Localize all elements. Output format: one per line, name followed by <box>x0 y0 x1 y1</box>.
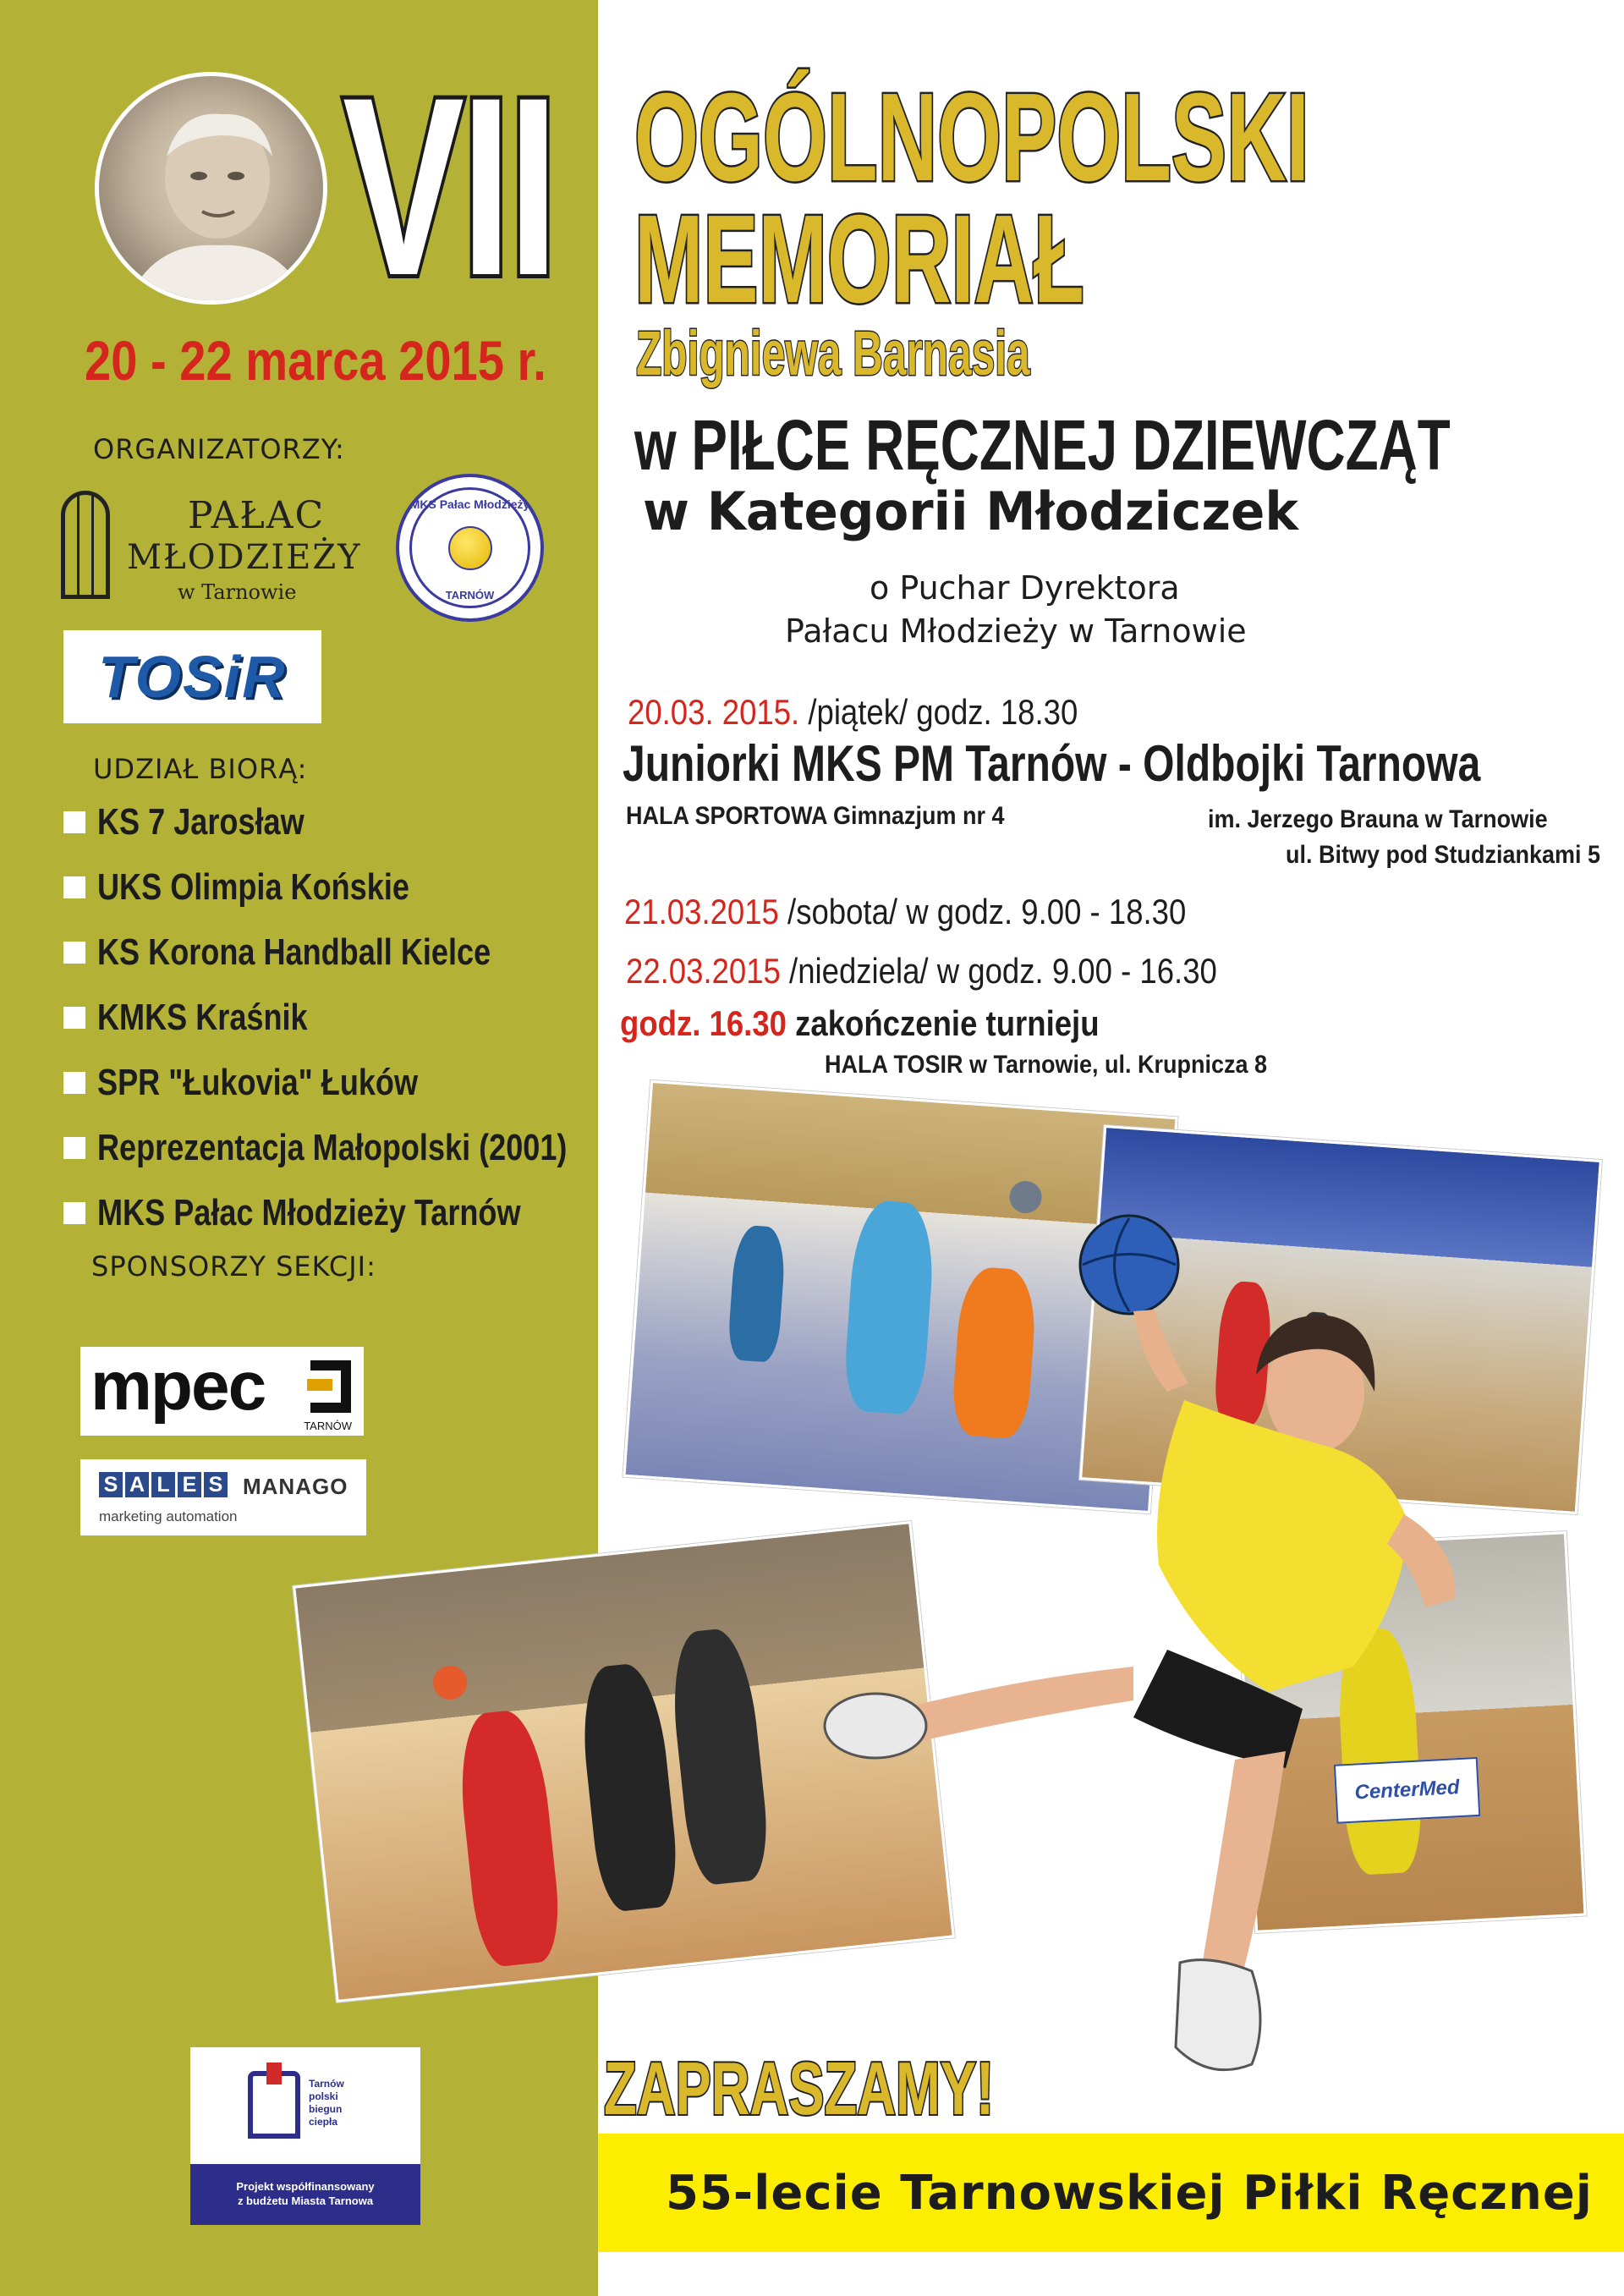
cofinanced-line1: Projekt współfinansowany <box>236 2180 375 2193</box>
bullet-square-icon <box>63 876 85 898</box>
cofinanced-line2: z budżetu Miasta Tarnowa <box>237 2194 374 2207</box>
event-date: 20 - 22 marca 2015 r. <box>85 329 546 392</box>
anniversary-banner <box>598 2134 1624 2252</box>
cofinanced-label <box>190 2164 420 2225</box>
team-name: KS 7 Jarosław <box>97 801 304 843</box>
palac-mlodziezy-logo <box>61 491 382 609</box>
schedule-day-1-time: /piątek/ godz. 18.30 <box>808 692 1078 732</box>
tosir-logo-text: TOSiR <box>98 644 287 710</box>
venue-1-street: ul. Bitwy pod Studziankami 5 <box>1286 841 1601 869</box>
team-item <box>63 992 354 1043</box>
title-ogolnopolski: OGÓLNOPOLSKI <box>634 68 1309 207</box>
schedule-day-1-date: 20.03. 2015. <box>628 692 800 732</box>
bullet-square-icon <box>63 811 85 833</box>
title-patron-name: Zbigniewa Barnasia <box>636 318 1030 388</box>
team-name: SPR "Łukovia" Łuków <box>97 1062 419 1103</box>
tarnow-logo-line: polski <box>309 2090 338 2102</box>
team-name: Reprezentacja Małopolski (2001) <box>97 1127 568 1168</box>
team-item <box>63 927 577 978</box>
sales-letter: L <box>151 1472 175 1497</box>
jumping-player-illustration <box>660 1210 1472 2132</box>
manago-text: MANAGO <box>243 1474 348 1499</box>
sales-letter: E <box>178 1472 201 1497</box>
venue-1-hall: HALA SPORTOWA Gimnazjum nr 4 <box>626 802 1005 830</box>
mpec-logo-city: TARNÓW <box>304 1420 352 1432</box>
exhibition-match: Juniorki MKS PM Tarnów - Oldbojki Tarnowa <box>623 735 1481 792</box>
bullet-square-icon <box>63 942 85 964</box>
portrait-illustration <box>99 76 327 305</box>
sales-letter: S <box>99 1472 123 1497</box>
bullet-square-icon <box>63 1137 85 1159</box>
palac-logo-line2: MŁODZIEŻY <box>127 538 362 577</box>
team-name: KMKS Kraśnik <box>97 997 308 1038</box>
handball-icon <box>448 526 492 570</box>
closing-ceremony <box>620 1003 1100 1044</box>
invitation-heading: ZAPRASZAMY! <box>604 2046 995 2130</box>
bullet-square-icon <box>63 1202 85 1224</box>
participants-heading: UDZIAŁ BIORĄ: <box>93 753 308 785</box>
sales-letter: S <box>204 1472 228 1497</box>
window-icon <box>61 491 110 599</box>
team-item <box>63 1188 613 1239</box>
memorial-portrait <box>95 72 327 305</box>
cup-line-2: Pałacu Młodzieży w Tarnowie <box>785 612 1247 650</box>
schedule-day-3-date: 22.03.2015 <box>626 951 781 991</box>
tosir-logo <box>63 630 321 723</box>
blue-handball <box>1080 1216 1178 1314</box>
team-item <box>63 862 478 913</box>
venue-2: HALA TOSIR w Tarnowie, ul. Krupnicza 8 <box>825 1051 1268 1079</box>
team-name: UKS Olimpia Końskie <box>97 866 409 908</box>
team-name: MKS Pałac Młodzieży Tarnów <box>97 1192 521 1233</box>
bullet-square-icon <box>63 1072 85 1094</box>
tarnow-city-logo <box>190 2047 420 2225</box>
mks-club-logo <box>396 474 544 622</box>
mks-logo-top-text: MKS Pałac Młodzieży <box>409 497 530 511</box>
sales-tagline: marketing automation <box>99 1508 238 1524</box>
title-memorial: MEMORIAŁ <box>634 190 1084 329</box>
mpec-logo <box>80 1347 364 1436</box>
closing-time: godz. 16.30 <box>620 1003 787 1043</box>
sales-letter: A <box>125 1472 149 1497</box>
sponsors-heading: SPONSORZY SEKCJI: <box>91 1250 376 1283</box>
team-item <box>63 797 349 848</box>
edition-numeral: VII <box>343 44 556 328</box>
tarnow-logo-label <box>309 2078 344 2128</box>
player-red-shirt <box>453 1707 564 1969</box>
schedule-day-3 <box>626 951 1217 991</box>
discipline-title: w PIŁCE RĘCZNEJ DZIEWCZĄT <box>634 405 1451 485</box>
schedule-day-2 <box>624 892 1186 932</box>
closing-label: zakończenie turnieju <box>795 1003 1100 1043</box>
schedule-day-1 <box>628 692 1078 733</box>
handball-icon <box>431 1664 469 1701</box>
schedule-day-2-date: 21.03.2015 <box>624 892 779 931</box>
team-item <box>63 1123 670 1173</box>
centermed-sign: CenterMed <box>1334 1757 1480 1824</box>
mpec-bar-icon <box>307 1379 332 1391</box>
palac-logo-line3: w Tarnowie <box>178 580 297 604</box>
team-item <box>63 1057 488 1108</box>
tarnow-logo-line: ciepła <box>309 2116 338 2128</box>
bullet-square-icon <box>63 1007 85 1029</box>
cup-line-1: o Puchar Dyrektora <box>870 569 1180 607</box>
tarnow-logo-line: Tarnów <box>309 2078 344 2090</box>
schedule-day-2-time: /sobota/ w godz. 9.00 - 18.30 <box>787 892 1187 931</box>
schedule-day-3-time: /niedziela/ w godz. 9.00 - 16.30 <box>789 951 1217 991</box>
salesmanago-logo <box>80 1459 366 1535</box>
category-title: w Kategorii Młodziczek <box>643 481 1298 542</box>
team-name: KS Korona Handball Kielce <box>97 931 491 973</box>
venue-1-school: im. Jerzego Brauna w Tarnowie <box>1208 805 1548 833</box>
mks-logo-bottom-text: TARNÓW <box>445 589 495 601</box>
tarnow-logo-line: biegun <box>309 2103 343 2115</box>
tarnow-emblem-tower-icon <box>266 2063 282 2085</box>
anniversary-text: 55-lecie Tarnowskiej Piłki Ręcznej <box>666 2166 1594 2221</box>
palac-logo-line1: PAŁAC <box>188 494 326 537</box>
organizers-heading: ORGANIZATORZY: <box>93 433 345 465</box>
sales-letters <box>99 1472 228 1497</box>
mpec-logo-word: mpec <box>91 1348 266 1425</box>
